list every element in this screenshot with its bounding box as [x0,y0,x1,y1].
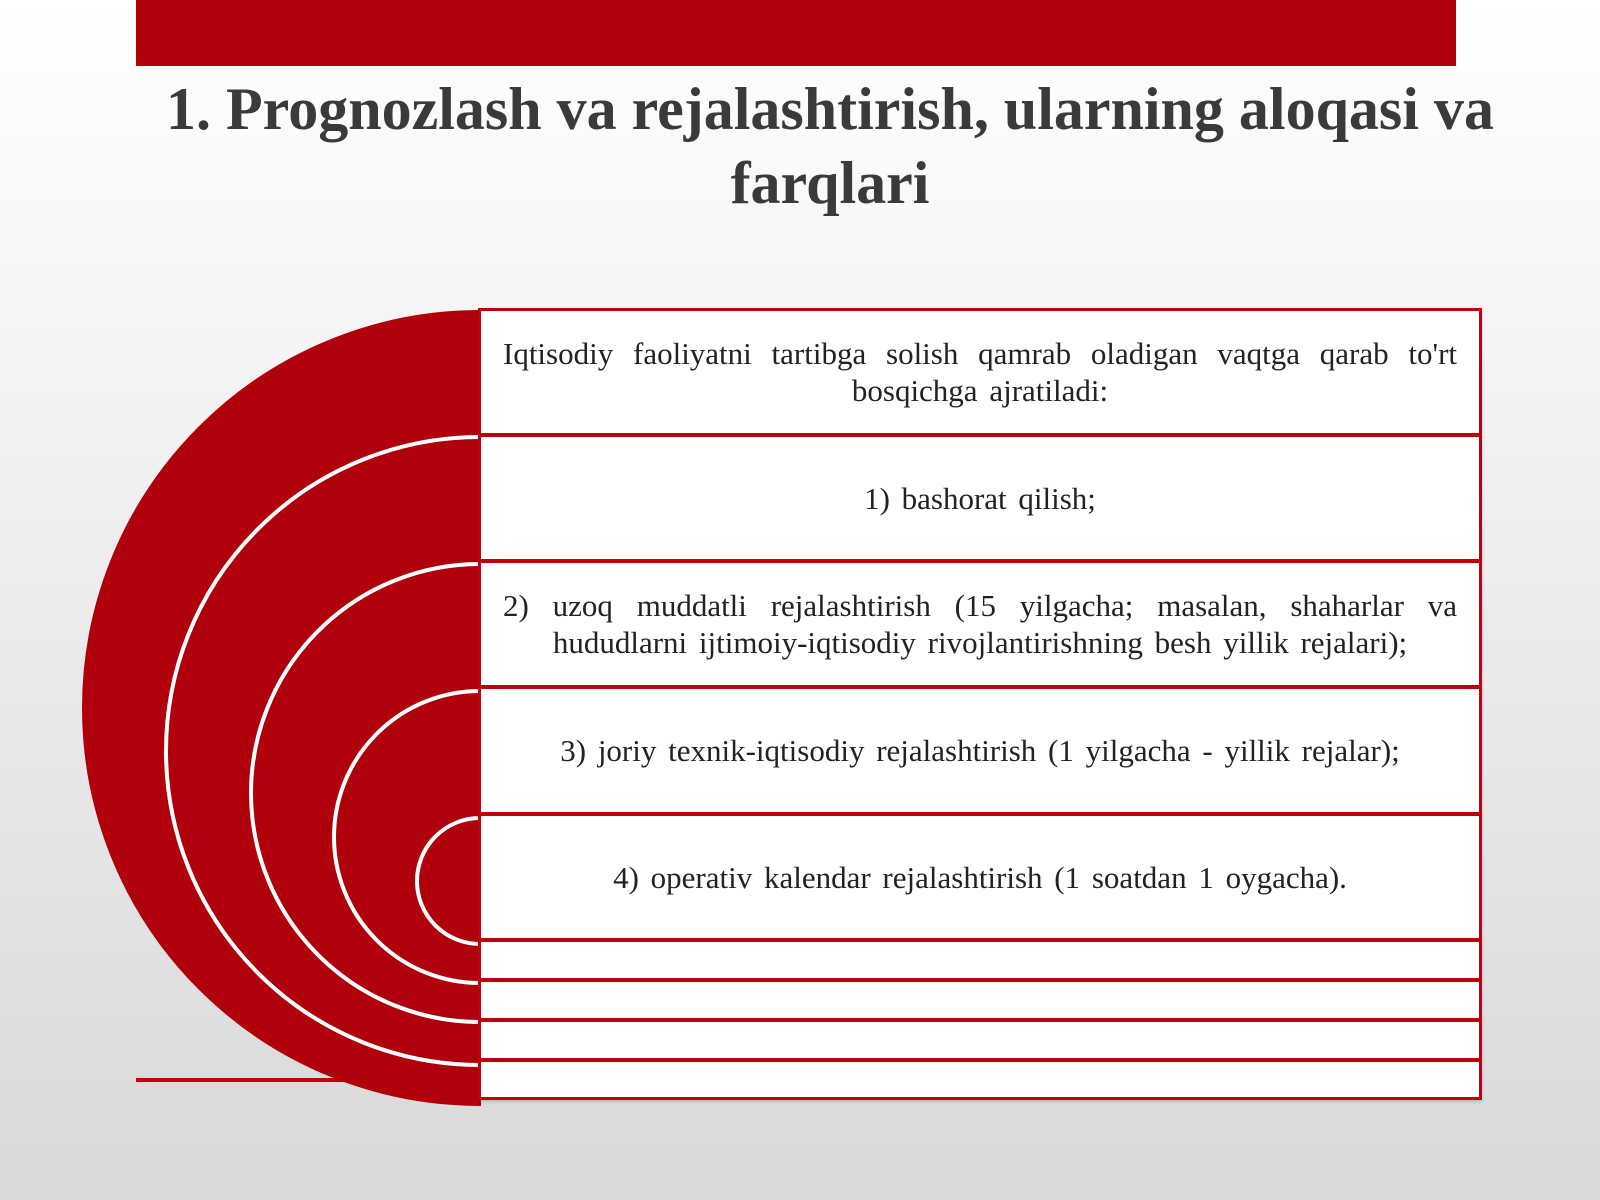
list-item-empty [478,939,1482,981]
list-item-stage-3 [478,686,1482,815]
list-item-empty [478,979,1482,1021]
slide-title-line-1: 1. Prognozlash va rejalashtirish, ularning aloqasi va [166,76,1494,142]
slide-title-line-2: farqlari [730,150,930,216]
list-item-text: Iqtisodiy faoliyatni tartibga solish qamrab oladigan vaqtga qarab to'rt bosqichga ajratiladi: [503,336,1457,408]
list-item-stage-1 [478,434,1482,562]
list-item-intro [478,308,1482,436]
list-item-text: 1) bashorat qilish; [864,480,1096,516]
list-item-text: 2) uzoq muddatli rejalashtirish (15 yilgacha; masalan, shaharlar va hududlarni ijtimoiy-iqtisodiy rivojlantirishning besh yillik rejalari); [503,588,1457,660]
list-item-stage-2 [478,560,1482,688]
list-item-text: 4) operativ kalendar rejalashtirish (1 soatdan 1 oygacha). [613,859,1347,895]
list-item-empty [478,1059,1482,1100]
list-item-text: 3) joriy texnik-iqtisodiy rejalashtirish (1 yilgacha - yillik rejalar); [560,733,1400,768]
list-item-stage-4 [478,813,1482,941]
list-item-empty [478,1019,1482,1061]
